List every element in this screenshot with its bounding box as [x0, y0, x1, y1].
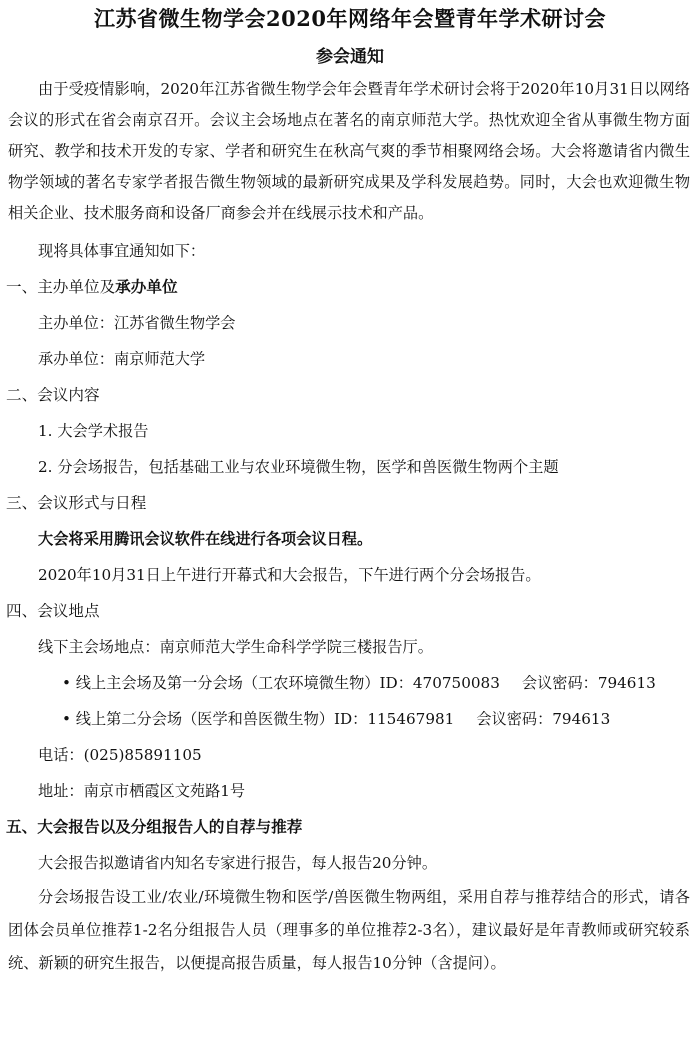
section-5-heading: 五、大会报告以及分组报告人的自荐与推荐	[6, 817, 303, 836]
online-venue-2-password: 会议密码：794613	[476, 710, 611, 728]
phone-line: 电话：(025)85891105	[38, 746, 202, 764]
online-venue-1	[0, 665, 700, 701]
online-venue-1-label: • 线上主会场及第一分会场（工农环境微生物）ID：470750083	[62, 674, 500, 692]
section-1-heading-a: 一、主办单位及	[6, 278, 116, 296]
format-bold-line: 大会将采用腾讯会议软件在线进行各项会议日程。	[38, 530, 373, 548]
section-4-heading: 四、会议地点	[6, 602, 100, 620]
section-2-heading: 二、会议内容	[6, 386, 100, 404]
online-venue-1-password: 会议密码：794613	[521, 674, 656, 692]
address-line: 地址：南京市栖霞区文苑路1号	[38, 782, 246, 800]
organizer-line: 主办单位：江苏省微生物学会	[38, 314, 236, 332]
plenary-report-line: 大会报告拟邀请省内知名专家进行报告，每人报告20分钟。	[38, 854, 438, 872]
section-3-heading: 三、会议形式与日程	[6, 494, 147, 512]
online-venue-2-label: • 线上第二分会场（医学和兽医微生物）ID：115467981	[62, 710, 455, 728]
offline-venue-line: 线下主会场地点：南京师范大学生命科学学院三楼报告厅。	[38, 638, 433, 656]
schedule-line: 2020年10月31日上午进行开幕式和大会报告，下午进行两个分会场报告。	[38, 566, 541, 584]
online-venue-2	[0, 701, 700, 737]
session-report-paragraph: 分会场报告设工业/农业/环境微生物和医学/兽医微生物两组，采用自荐与推荐结合的形式，请各团体会员单位推荐1-2名分组报告人员（理事多的单位推荐2-3名），建议最好是年青教师或研究较系统、新颖的研究生报告，以便提高报告质量，每人报告10分钟（含提问）。	[8, 888, 690, 972]
intro-paragraph: 由于受疫情影响，2020年江苏省微生物学会年会暨青年学术研讨会将于2020年10月31日以网络会议的形式在省会南京召开。会议主会场地点在著名的南京师范大学。热忱欢迎全省从事微生物方面研究、教学和技术开发的专家、学者和研究生在秋高气爽的季节相聚网络会场。大会将邀请省内微生物学领域的著名专家学者报告微生物领域的最新研究成果及学科发展趋势。同时，大会也欢迎微生物相关企业、技术服务商和设备厂商参会并在线展示技术和产品。	[8, 80, 690, 222]
content-item-2: 2. 分会场报告，包括基础工业与农业环境微生物，医学和兽医微生物两个主题	[38, 458, 559, 476]
section-1-heading-b: 承办单位	[115, 277, 178, 296]
notice-line: 现将具体事宜通知如下：	[38, 242, 206, 260]
host-line: 承办单位：南京师范大学	[38, 350, 206, 368]
content-item-1: 1. 大会学术报告	[38, 422, 149, 440]
section-1-heading	[0, 269, 700, 305]
document-subtitle: 参会通知	[316, 47, 384, 67]
document-title: 江苏省微生物学会2020年网络年会暨青年学术研讨会	[94, 6, 606, 31]
